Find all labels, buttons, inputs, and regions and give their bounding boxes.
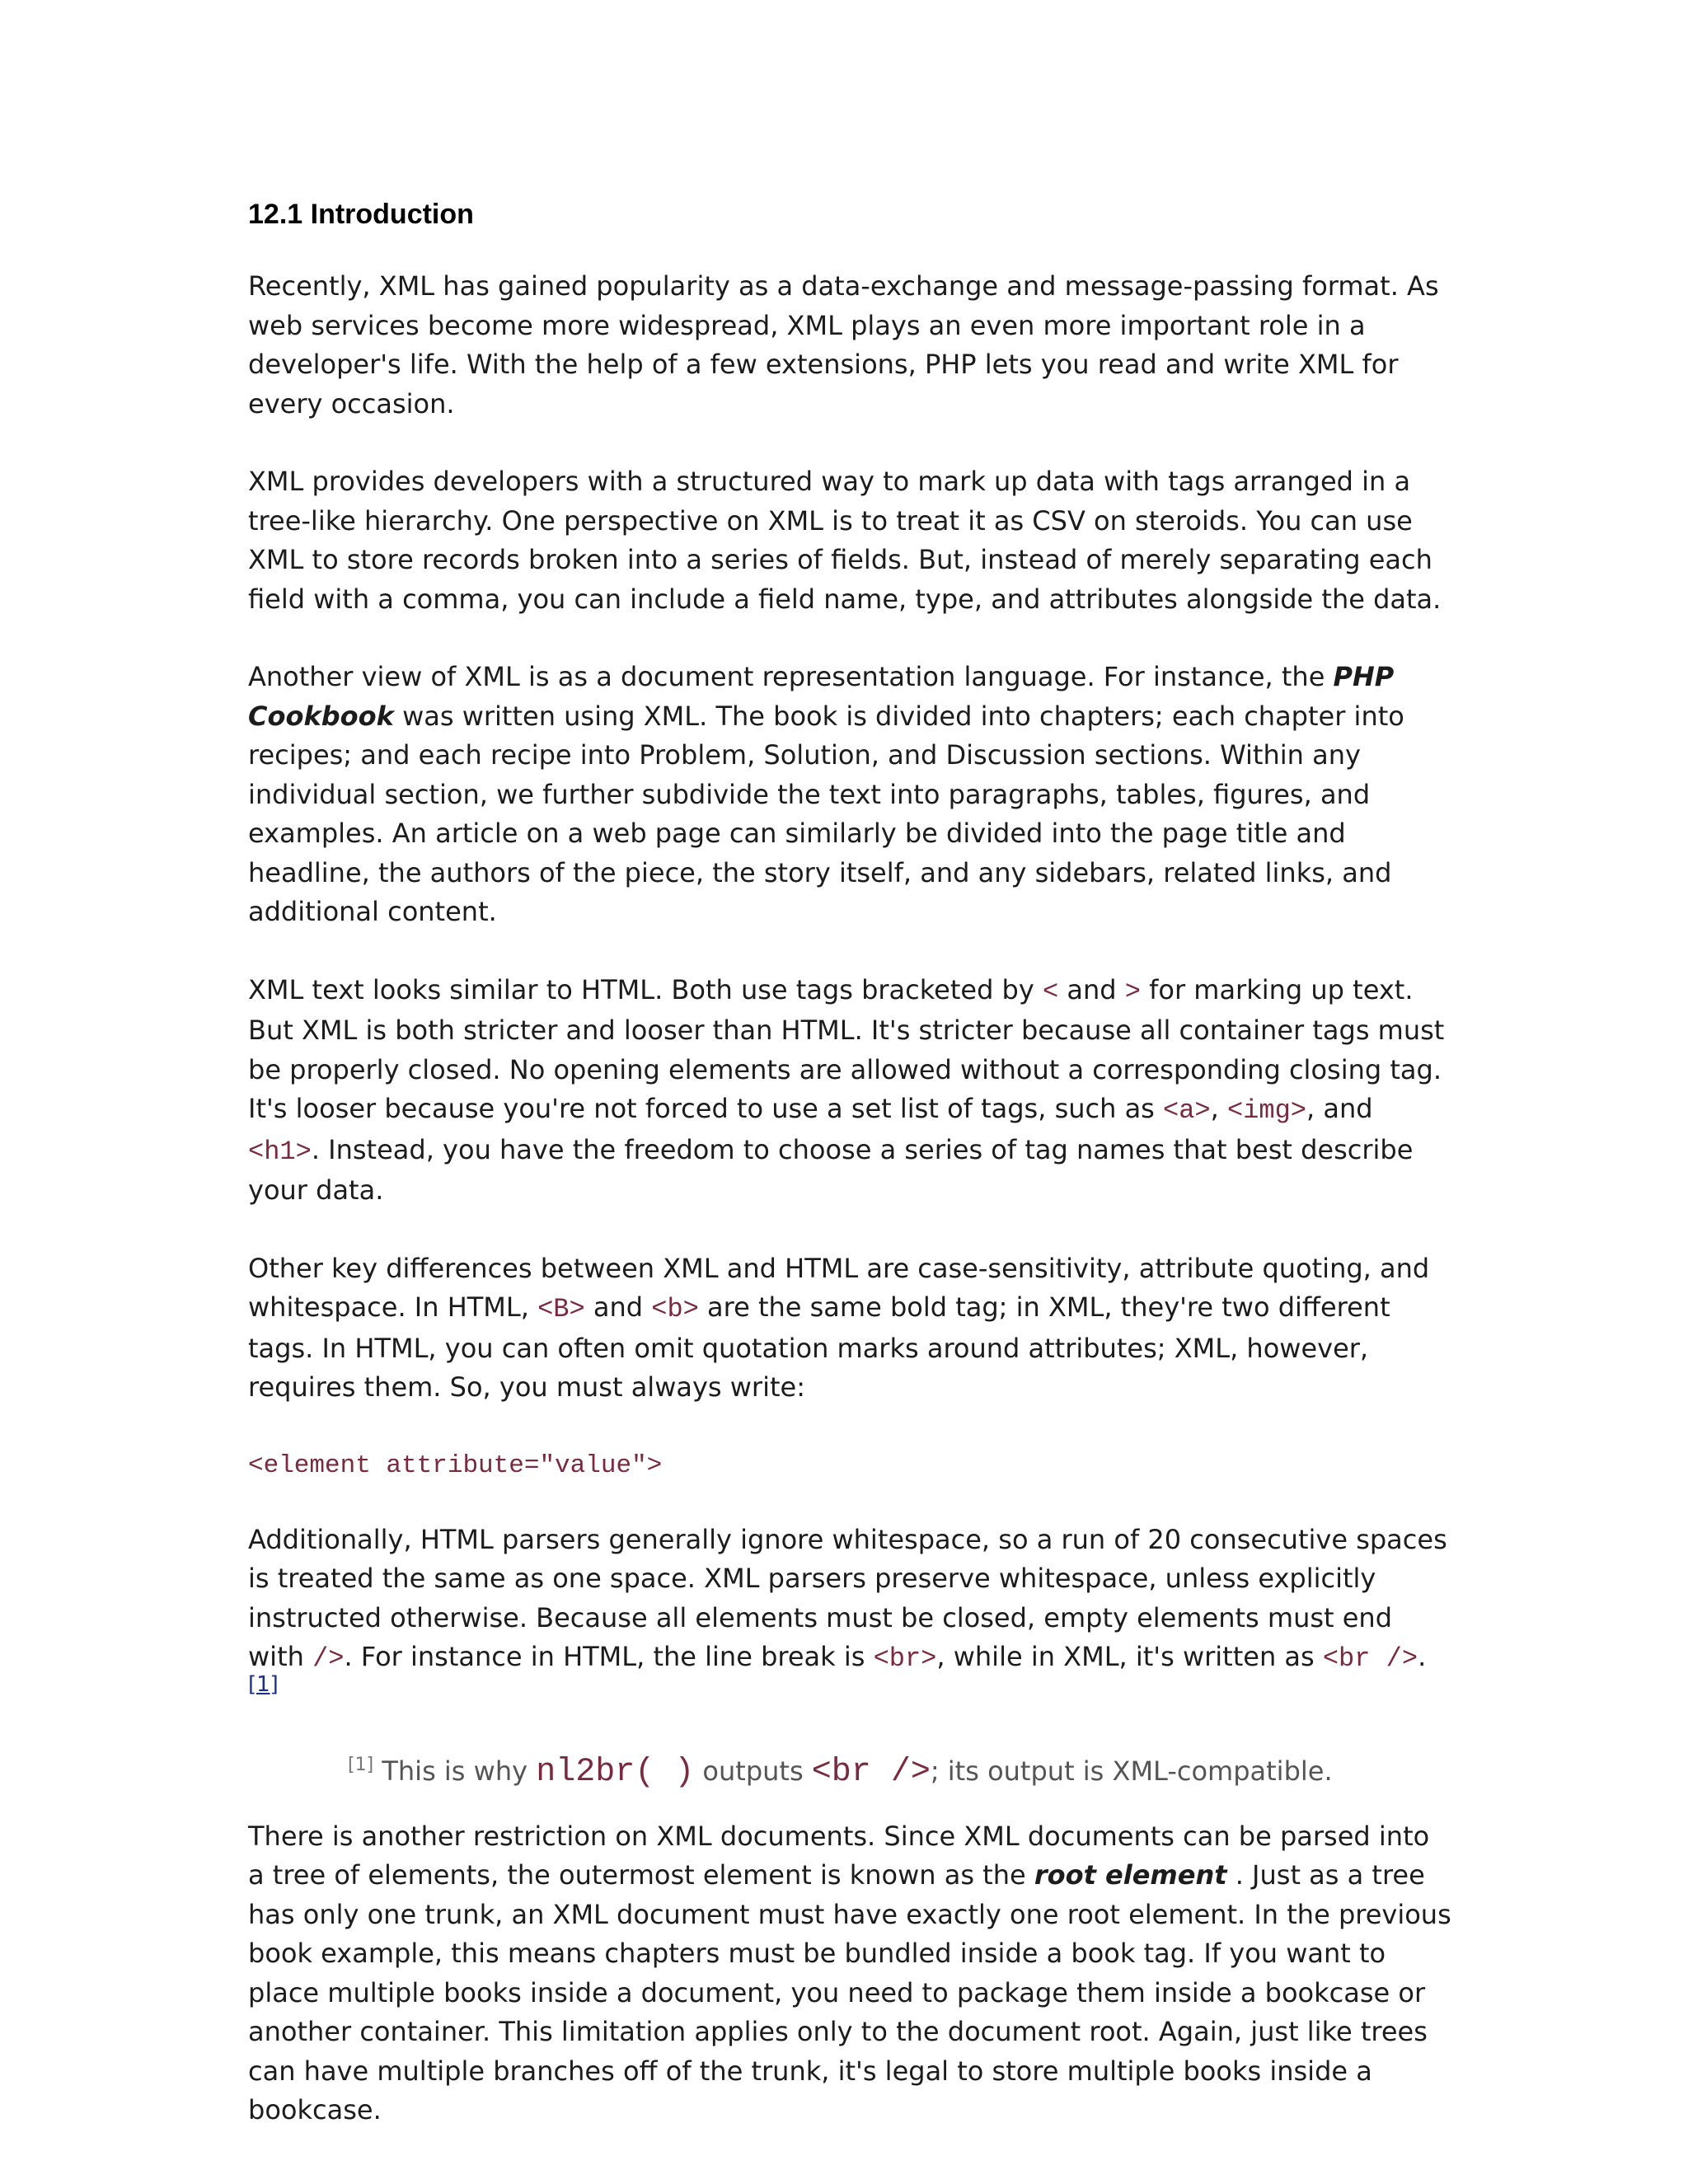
footnote: [1] This is why nl2br( ) outputs <br />; its output is XML-compatible. xyxy=(348,1754,1333,1791)
inline-code: < xyxy=(1042,976,1059,1007)
paragraph-whitespace: Additionally, HTML parsers generally ignore whitespace, so a run of 20 consecutive spaces is treated the same as one space. XML parsers preserve whitespace, unless explicitly instructed otherwise. Because all elements must be closed, empty elements must end with />. For instance in HTML, the line break is <br>, while in XML, it's written as <br />.[1] xyxy=(248,1523,1447,1697)
inline-code: > xyxy=(1124,976,1141,1007)
inline-code: <br> xyxy=(873,1643,937,1674)
inline-code: <br /> xyxy=(811,1754,931,1791)
root-element-term: root element xyxy=(1034,1859,1227,1891)
footnote-link[interactable]: [1] xyxy=(248,1671,279,1697)
inline-code: <br /> xyxy=(1322,1643,1418,1674)
paragraph-structure: XML provides developers with a structured way to mark up data with tags arranged in a tree-like hierarchy. One perspective on XML is to treat it as CSV on steroids. You can use XML to store records broken into a series of fields. But, instead of merely separating each field with a comma, you can include a field name, type, and attributes alongside the data. xyxy=(248,466,1442,615)
paragraph-xml-vs-html: XML text looks similar to HTML. Both use tags bracketed by < and > for marking up text. But XML is both stricter and looser than HTML. It's stricter because all container tags must be properly closed. No opening elements are allowed without a corresponding closing tag. It's looser because you're not forced to use a set list of tags, such as <a>, <img>, and <h1>. Instead, you have the freedom to choose a series of tag names that best describe your data. xyxy=(248,973,1445,1206)
paragraph-document-view: Another view of XML is as a document representation language. For instance, the PHP Cookbook was written using XML. The book is divided into chapters; each chapter into recipes; and each recipe into Problem, Solution, and Discussion sections. Within any individual section, we further subdivide the text into paragraphs, tables, figures, and examples. An article on a web page can similarly be divided into the page title and headline, the authors of the piece, the story itself, and any sidebars, related links, and additional content. xyxy=(248,661,1404,927)
inline-code: /> xyxy=(312,1643,345,1674)
inline-code: <a> xyxy=(1163,1095,1211,1126)
inline-code: nl2br( ) xyxy=(536,1754,695,1791)
book-title: PHP Cookbook xyxy=(248,661,1395,732)
inline-code: <img> xyxy=(1226,1095,1306,1126)
paragraph-key-differences: Other key differences between XML and HTML are case-sensitivity, attribute quoting, and whitespace. In HTML, <B> and <b> are the same bold tag; in XML, they're two different tags. In HTML, you can often omit quotation marks around attributes; XML, however, requires them. So, you must always write: xyxy=(248,1252,1430,1403)
paragraph-intro: Recently, XML has gained popularity as a data-exchange and message-passing format. As web services become more widespread, XML plays an even more important role in a developer's life. With the help of a few extensions, PHP lets you read and write XML for every occasion. xyxy=(248,270,1439,419)
inline-code: <b> xyxy=(651,1294,699,1324)
inline-code: <B> xyxy=(537,1294,585,1324)
section-heading: 12.1 Introduction xyxy=(248,199,474,230)
footnote-mark: [1] xyxy=(348,1755,374,1775)
paragraph-root-element: There is another restriction on XML documents. Since XML documents can be parsed into a tree of elements, the outermost element is known as the root element . Just as a tree has only one trunk, an XML document must have exactly one root element. In the previous book example, this means chapters must be bundled inside a book tag. If you want to place multiple books inside a document, you need to package them inside a bookcase or another container. This limitation applies only to the document root. Again, just like trees can have multiple branches off of the trunk, it's legal to store multiple books inside a bookcase. xyxy=(248,1820,1451,2125)
document-page xyxy=(248,191,1451,2169)
code-example: <element attribute="value"> xyxy=(248,1451,663,1480)
inline-code: <h1> xyxy=(248,1136,312,1167)
